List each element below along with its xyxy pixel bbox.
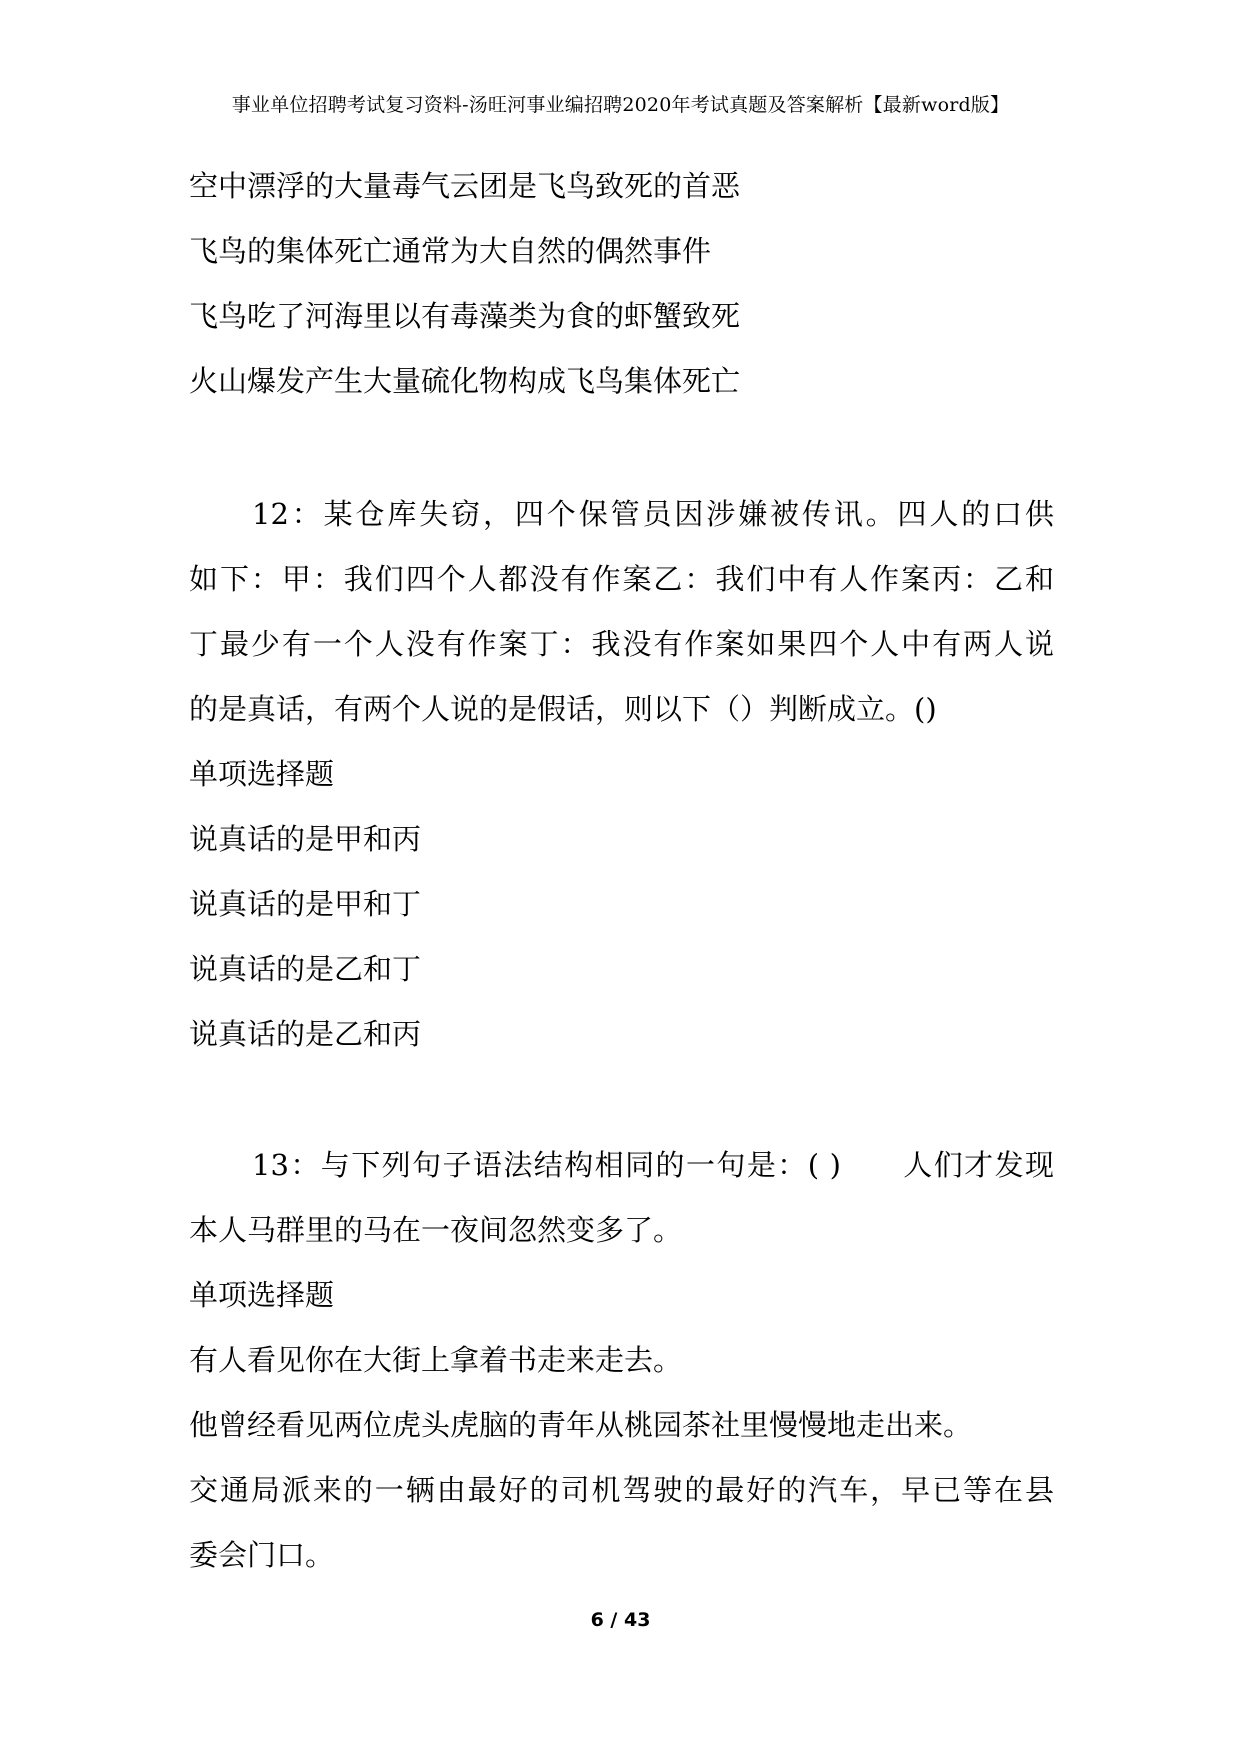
page-number: 6 / 43	[590, 1609, 651, 1631]
prev-option-3: 飞鸟吃了河海里以有毒藻类为食的虾蟹致死	[189, 299, 741, 333]
q13-stem-line-1: 13：与下列句子语法结构相同的一句是：( ) 人们才发现	[252, 1148, 1054, 1182]
q12-stem-line-3: 丁最少有一个人没有作案丁：我没有作案如果四个人中有两人说	[189, 627, 1054, 661]
page-header: 事业单位招聘考试复习资料-汤旺河事业编招聘2020年考试真题及答案解析【最新word版】	[231, 94, 1010, 116]
q13-option-1: 有人看见你在大街上拿着书走来走去。	[189, 1343, 683, 1377]
q12-option-1: 说真话的是甲和丙	[189, 822, 422, 856]
prev-option-2: 飞鸟的集体死亡通常为大自然的偶然事件	[189, 234, 712, 268]
q12-stem-line-1: 12：某仓库失窃，四个保管员因涉嫌被传讯。四人的口供	[252, 497, 1054, 531]
q12-stem-line-2: 如下：甲：我们四个人都没有作案乙：我们中有人作案丙：乙和	[189, 562, 1054, 596]
q13-option-2: 他曾经看见两位虎头虎脑的青年从桃园茶社里慢慢地走出来。	[189, 1408, 973, 1442]
q13-question-type: 单项选择题	[189, 1278, 335, 1312]
prev-option-1: 空中漂浮的大量毒气云团是飞鸟致死的首恶	[189, 169, 741, 203]
q12-option-2: 说真话的是甲和丁	[189, 887, 422, 921]
q12-option-3: 说真话的是乙和丁	[189, 952, 422, 986]
q13-option-3: 交通局派来的一辆由最好的司机驾驶的最好的汽车，早已等在县	[189, 1473, 1054, 1507]
q12-stem-line-4: 的是真话，有两个人说的是假话，则以下（）判断成立。()	[189, 692, 937, 726]
q13-stem-line-2: 本人马群里的马在一夜间忽然变多了。	[189, 1213, 683, 1247]
q12-question-type: 单项选择题	[189, 757, 335, 791]
q13-option-3-continued: 委会门口。	[189, 1538, 335, 1572]
prev-option-4: 火山爆发产生大量硫化物构成飞鸟集体死亡	[189, 364, 741, 398]
q12-option-4: 说真话的是乙和丙	[189, 1017, 422, 1051]
